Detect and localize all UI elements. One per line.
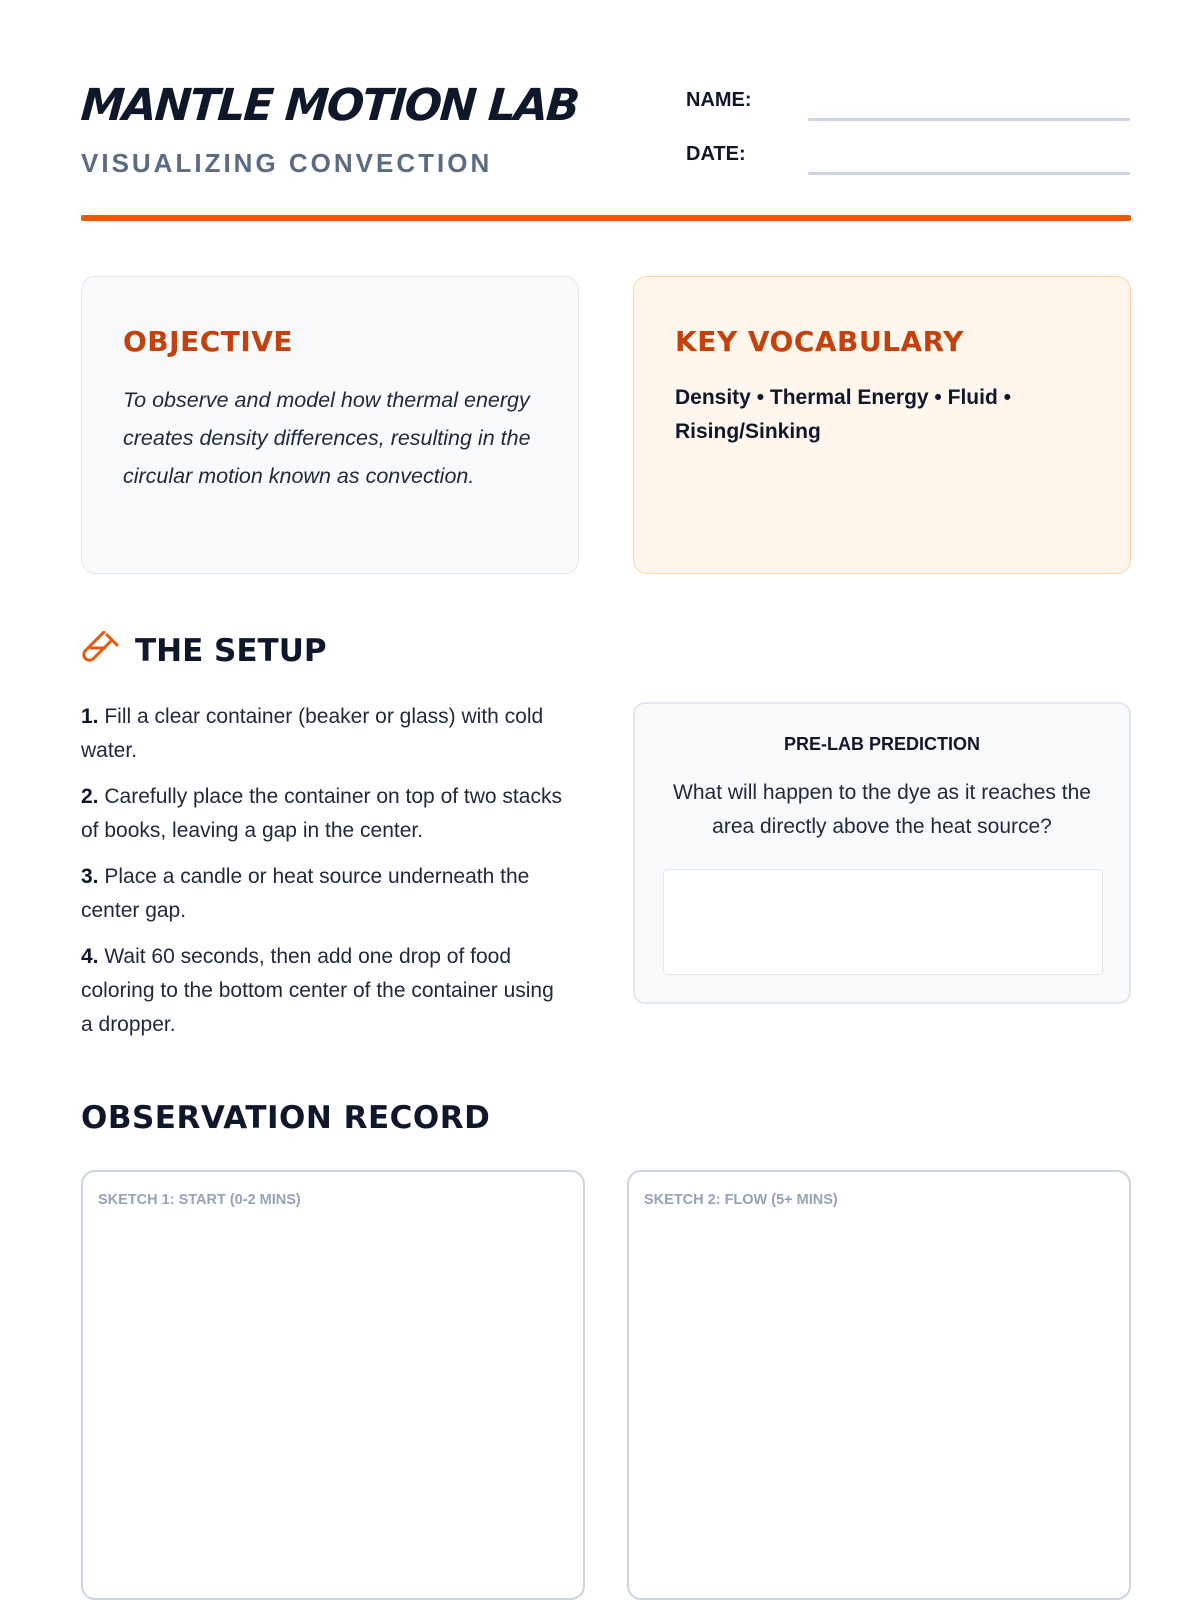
step-number: 2. — [81, 785, 99, 808]
vocabulary-heading: KEY VOCABULARY — [675, 325, 964, 358]
vocabulary-card — [633, 276, 1131, 574]
name-field-line[interactable] — [808, 118, 1130, 121]
setup-heading-row — [81, 630, 327, 672]
test-tube-icon — [81, 631, 121, 671]
date-field-line[interactable] — [808, 172, 1130, 175]
objective-text: To observe and model how thermal energy creates density differences, resulting in the circular motion known as convection. — [123, 388, 531, 488]
sketch-2-area[interactable] — [627, 1170, 1131, 1600]
step-text: Place a candle or heat source underneath the center gap. — [81, 865, 530, 922]
step-text: Carefully place the container on top of two stacks of books, leaving a gap in the center. — [81, 785, 562, 842]
objective-heading: OBJECTIVE — [123, 325, 294, 358]
prediction-answer-area[interactable] — [663, 869, 1103, 975]
step-number: 4. — [81, 945, 99, 968]
sketch-1-area[interactable] — [81, 1170, 585, 1600]
setup-step — [81, 780, 571, 848]
objective-card — [81, 276, 579, 574]
setup-steps-list — [81, 700, 571, 1054]
observation-heading: OBSERVATION RECORD — [81, 1100, 491, 1136]
prediction-question: What will happen to the dye as it reaches the area directly above the heat source? — [673, 781, 1091, 838]
step-number: 1. — [81, 705, 99, 728]
date-label: DATE: — [686, 143, 746, 165]
name-label: NAME: — [686, 89, 752, 111]
setup-step — [81, 940, 571, 1042]
step-text: Fill a clear container (beaker or glass) with cold water. — [81, 705, 544, 762]
vocabulary-text: Density • Thermal Energy • Fluid • Rising/Sinking — [675, 386, 1011, 443]
step-number: 3. — [81, 865, 99, 888]
sketch-1-label: SKETCH 1: START (0-2 MINS) — [98, 1192, 301, 1208]
page-title: MANTLE MOTION LAB — [79, 80, 580, 131]
prediction-title: PRE-LAB PREDICTION — [783, 734, 980, 754]
setup-step — [81, 700, 571, 768]
setup-step — [81, 860, 571, 928]
page-subtitle: VISUALIZING CONVECTION — [81, 148, 493, 178]
header-divider — [81, 215, 1131, 221]
setup-heading: THE SETUP — [135, 633, 327, 669]
prediction-box — [633, 702, 1131, 1004]
step-text: Wait 60 seconds, then add one drop of food coloring to the bottom center of the container using a dropper. — [81, 945, 554, 1036]
sketch-2-label: SKETCH 2: FLOW (5+ MINS) — [644, 1192, 838, 1208]
